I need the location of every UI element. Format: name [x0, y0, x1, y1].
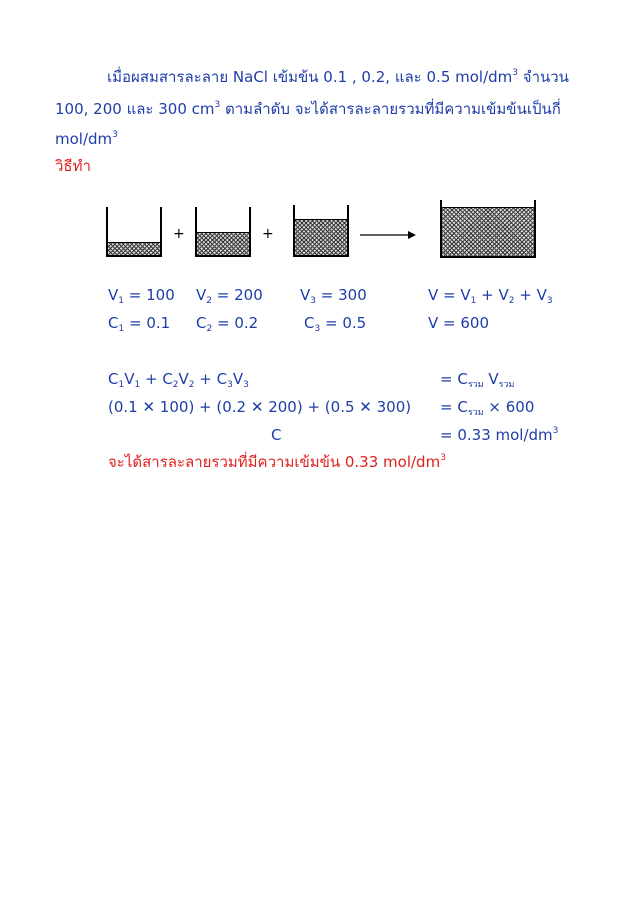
subscript: 1 [470, 296, 477, 306]
superscript: 3 [214, 100, 221, 110]
text: V [232, 370, 244, 388]
subscript: 1 [118, 380, 125, 390]
answer-line [108, 453, 446, 471]
problem-line-2-end: ตามลำดับ จะได้สารละลายรวมที่มีความเข้มข้นเป็นกี่ [220, 100, 561, 118]
answer-text: จะได้สารละลายรวมที่มีความเข้มข้น 0.33 mol/dm [108, 453, 441, 471]
problem-line-3-text: mol/dm [55, 130, 113, 148]
text: V = V [428, 286, 471, 304]
text: = C [440, 370, 468, 388]
text: × 600 [483, 398, 535, 416]
beaker-1 [106, 207, 162, 257]
equation-line-1-lhs [108, 370, 249, 388]
subscript: 3 [310, 296, 316, 306]
text: + V [476, 286, 509, 304]
subscript: 3 [227, 380, 233, 390]
subscript: รวม [467, 408, 484, 418]
problem-line-3 [55, 130, 118, 148]
subscript: 2 [188, 380, 195, 390]
subscript: 3 [243, 380, 249, 390]
subscript: 2 [508, 296, 515, 306]
subscript: 2 [206, 324, 213, 334]
volume-1 [108, 286, 175, 304]
superscript: 3 [512, 68, 519, 78]
value: = 100 [124, 286, 175, 304]
volume-3 [300, 286, 367, 304]
superscript: 3 [552, 426, 559, 436]
subscript: 2 [206, 296, 212, 306]
text: V [483, 370, 499, 388]
equation-line-3-lhs: C [271, 426, 282, 444]
subscript: 3 [546, 296, 553, 306]
text: = C [440, 398, 468, 416]
volume-2 [196, 286, 263, 304]
concentration-1 [108, 314, 170, 332]
problem-line-2-text: 100, 200 และ 300 cm [55, 100, 215, 118]
beaker-2 [195, 207, 251, 257]
symbol: C [108, 314, 119, 332]
equation-line-2-rhs [440, 398, 534, 416]
arrow-icon [358, 229, 418, 241]
superscript: 3 [112, 130, 118, 140]
value: = 300 [316, 286, 367, 304]
concentration-3 [304, 314, 366, 332]
subscript: 1 [134, 380, 141, 390]
symbol: V [196, 286, 207, 304]
solution-fill-1 [108, 242, 160, 255]
text: = 0.33 mol/dm [440, 426, 553, 444]
plus-sign-1: + [173, 226, 185, 242]
value: = 0.2 [212, 314, 259, 332]
beaker-3 [293, 205, 349, 257]
text: V [124, 370, 135, 388]
concentration-2 [196, 314, 258, 332]
subscript: 3 [314, 324, 321, 334]
equation-line-1-rhs [440, 370, 515, 388]
volume-total-value: V = 600 [428, 314, 489, 332]
problem-line-1-text: เมื่อผสมสารละลาย NaCl เข้มข้น 0.1 , 0.2, และ 0.5 mol/dm [107, 68, 513, 86]
plus-sign-2: + [262, 226, 274, 242]
text: + C [140, 370, 173, 388]
value: = 0.1 [124, 314, 171, 332]
text: + C [194, 370, 228, 388]
text: C [108, 370, 119, 388]
symbol: V [108, 286, 119, 304]
symbol: V [300, 286, 311, 304]
method-heading: วิธีทำ [55, 157, 91, 175]
subscript: 2 [172, 380, 179, 390]
subscript: 1 [118, 296, 124, 306]
symbol: C [196, 314, 207, 332]
problem-line-2 [55, 100, 561, 118]
subscript: รวม [467, 380, 484, 390]
beaker-total [440, 200, 536, 258]
subscript: รวม [498, 380, 515, 390]
superscript: 3 [440, 453, 446, 463]
text: + V [514, 286, 547, 304]
text: V [178, 370, 189, 388]
solution-fill-2 [197, 232, 249, 255]
symbol: C [304, 314, 315, 332]
equation-line-2-lhs: (0.1 ✕ 100) + (0.2 ✕ 200) + (0.5 ✕ 300) [108, 398, 412, 416]
value: = 0.5 [320, 314, 367, 332]
solution-fill-3 [295, 219, 347, 255]
problem-line-1 [107, 68, 569, 86]
value: = 200 [212, 286, 263, 304]
solution-fill-total [442, 207, 534, 256]
problem-line-1-end: จำนวน [518, 68, 569, 86]
subscript: 1 [118, 324, 125, 334]
volume-total-formula [428, 286, 553, 304]
equation-line-3-rhs [440, 426, 558, 444]
